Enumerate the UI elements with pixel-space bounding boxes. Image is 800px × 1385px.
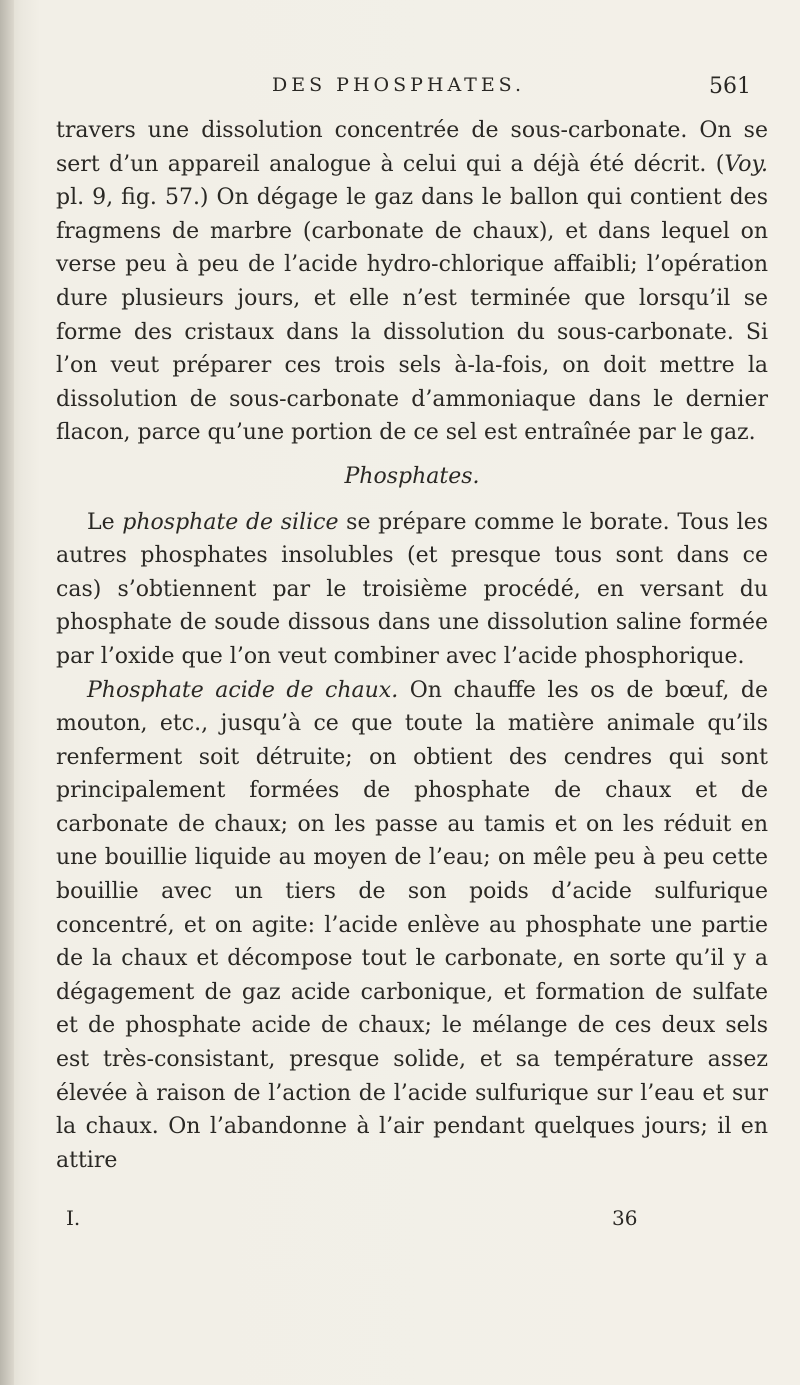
paragraph-text: pl. 9, fig. 57.) On dégage le gaz dans le ballon qui contient des fragmens de marbre (carbonate de chaux), et dans lequel on verse peu à peu de l’acide hydro-chlorique affaibli; l’opération dure plusieurs jours, et elle n’est terminée que lorsqu’il se forme des cristaux dans la dissolution du sous-carbonate. Si l’on veut préparer ces trois sels à-la-fois, on doit mettre la dissolution de sous-carbonate d’ammoniaque dans le dernier flacon, parce qu’une portion de ce sel est entraînée par le gaz.: [56, 185, 768, 446]
paragraph-text: se prépare comme le borate. Tous les autres phosphates insolubles (et presque tous sont dans ce cas) s’obtiennent par le troisième procédé, en versant du phosphate de soude dissous dans une dissolution saline formée par l’oxide que l’on veut combiner avec l’acide phosphorique.: [56, 509, 768, 669]
body-text: [56, 114, 768, 1177]
page-number: 561: [709, 74, 751, 99]
page-header: [0, 74, 800, 106]
reference-voy: Voy.: [724, 151, 768, 177]
paragraph-carbonate: [56, 114, 768, 450]
paragraph-phosphate-silice: [56, 506, 768, 674]
running-title: DES PHOSPHATES.: [272, 74, 526, 96]
term-phosphate-acide-chaux: Phosphate acide de chaux.: [87, 677, 399, 703]
paragraph-phosphate-acide-chaux: [56, 674, 768, 1178]
page-gutter: [0, 0, 14, 1385]
section-heading-phosphates: Phosphates.: [344, 463, 480, 489]
signature-number: 36: [612, 1206, 638, 1230]
paragraph-text: On chauffe les os de bœuf, de mouton, etc., jusqu’à ce que toute la matière animale qu’ils renferment soit détruite; on obtient des cendres qui sont principalement formées de phosphate de chaux et de carbonate de chaux; on les passe au tamis et on les réduit en une bouillie liquide au moyen de l’eau; on mêle peu à peu cette bouillie avec un tiers de son poids d’acide sulfurique concentré, et on agite: l’acide enlève au phosphate une partie de la chaux et décompose tout le carbonate, en sorte qu’il y a dégagement de gaz acide carbonique, et formation de sulfate et de phosphate acide de chaux; le mélange de ces deux sels est très-consistant, presque solide, et sa température assez élevée à raison de l’action de l’acide sulfurique sur l’eau et sur la chaux. On l’abandonne à l’air pendant quelques jours; il en attire: [56, 677, 768, 1173]
signature-mark: I.: [66, 1206, 81, 1230]
page-footer: [0, 1206, 800, 1236]
term-phosphate-silice: phosphate de silice: [122, 509, 339, 535]
paragraph-text: travers une dissolution concentrée de sous-carbonate. On se sert d’un appareil analogue à celui qui a déjà été décrit. (: [56, 118, 768, 177]
paragraph-text: Le: [87, 509, 123, 535]
